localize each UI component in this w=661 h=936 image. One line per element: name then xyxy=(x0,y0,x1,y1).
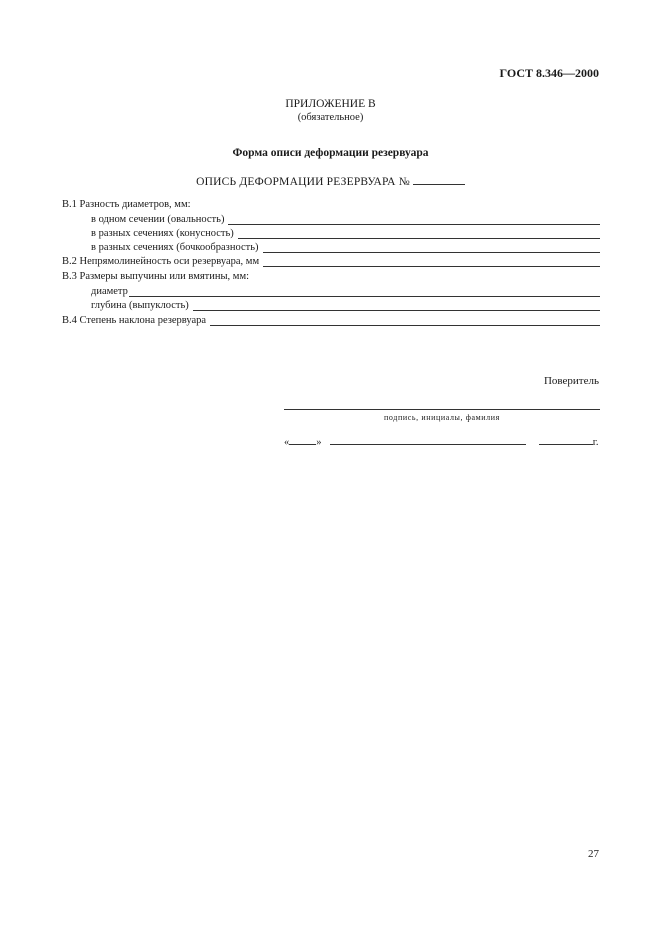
item-b1-sub2 xyxy=(91,226,600,239)
item-b2-field[interactable] xyxy=(263,256,600,267)
inventory-title xyxy=(0,173,661,188)
item-b3-sub1 xyxy=(91,284,600,297)
item-b1-sub1-label: в одном сечении (овальность) xyxy=(91,214,225,225)
inventory-number-field[interactable] xyxy=(413,173,465,185)
item-b3-sub1-label: диаметр xyxy=(91,286,128,297)
day-field[interactable] xyxy=(289,435,316,445)
item-b3-sub2 xyxy=(91,298,600,311)
item-b1-sub2-label: в разных сечениях (конусность) xyxy=(91,228,234,239)
month-field[interactable] xyxy=(330,435,526,445)
item-b3-label: В.3 Размеры выпучины или вмятины, мм: xyxy=(62,271,250,282)
item-b1-sub3 xyxy=(91,240,600,253)
item-b1-label: В.1 Разность диаметров, мм: xyxy=(62,199,191,210)
item-b4 xyxy=(62,313,600,326)
item-b3-sub2-label: глубина (выпуклость) xyxy=(91,300,189,311)
item-b1 xyxy=(62,197,191,210)
item-b4-label: В.4 Степень наклона резервуара xyxy=(62,315,207,326)
item-b2-label: В.2 Непрямолинейность оси резервуара, мм xyxy=(62,256,260,267)
item-b3-sub1-field[interactable] xyxy=(129,286,600,297)
inventory-title-text: ОПИСЬ ДЕФОРМАЦИИ РЕЗЕРВУАРА № xyxy=(196,176,410,188)
form-title: Форма описи деформации резервуара xyxy=(232,147,429,159)
item-b1-sub1-field[interactable] xyxy=(228,214,600,225)
standard-code: ГОСТ 8.346—2000 xyxy=(499,66,599,80)
item-b3 xyxy=(62,269,249,282)
quote-open: « xyxy=(284,437,290,448)
signature-field[interactable] xyxy=(284,408,600,410)
item-b1-sub2-field[interactable] xyxy=(238,228,600,239)
verifier-label: Поверитель xyxy=(543,375,599,387)
item-b4-field[interactable] xyxy=(210,315,600,326)
item-b1-sub3-label: в разных сечениях (бочкообразность) xyxy=(91,242,259,253)
page-number: 27 xyxy=(588,848,599,860)
year-field[interactable] xyxy=(539,435,593,445)
item-b3-sub2-field[interactable] xyxy=(193,300,600,311)
signature-caption: подпись, инициалы, фамилия xyxy=(384,413,500,422)
item-b1-sub3-field[interactable] xyxy=(263,242,601,253)
item-b2 xyxy=(62,254,600,267)
date-row xyxy=(284,435,600,448)
quote-close: » xyxy=(316,437,322,448)
appendix-subtitle: (обязательное) xyxy=(297,112,364,123)
year-suffix: г. xyxy=(592,437,599,448)
appendix-title: ПРИЛОЖЕНИЕ В xyxy=(285,98,376,110)
item-b1-sub1 xyxy=(91,212,600,225)
